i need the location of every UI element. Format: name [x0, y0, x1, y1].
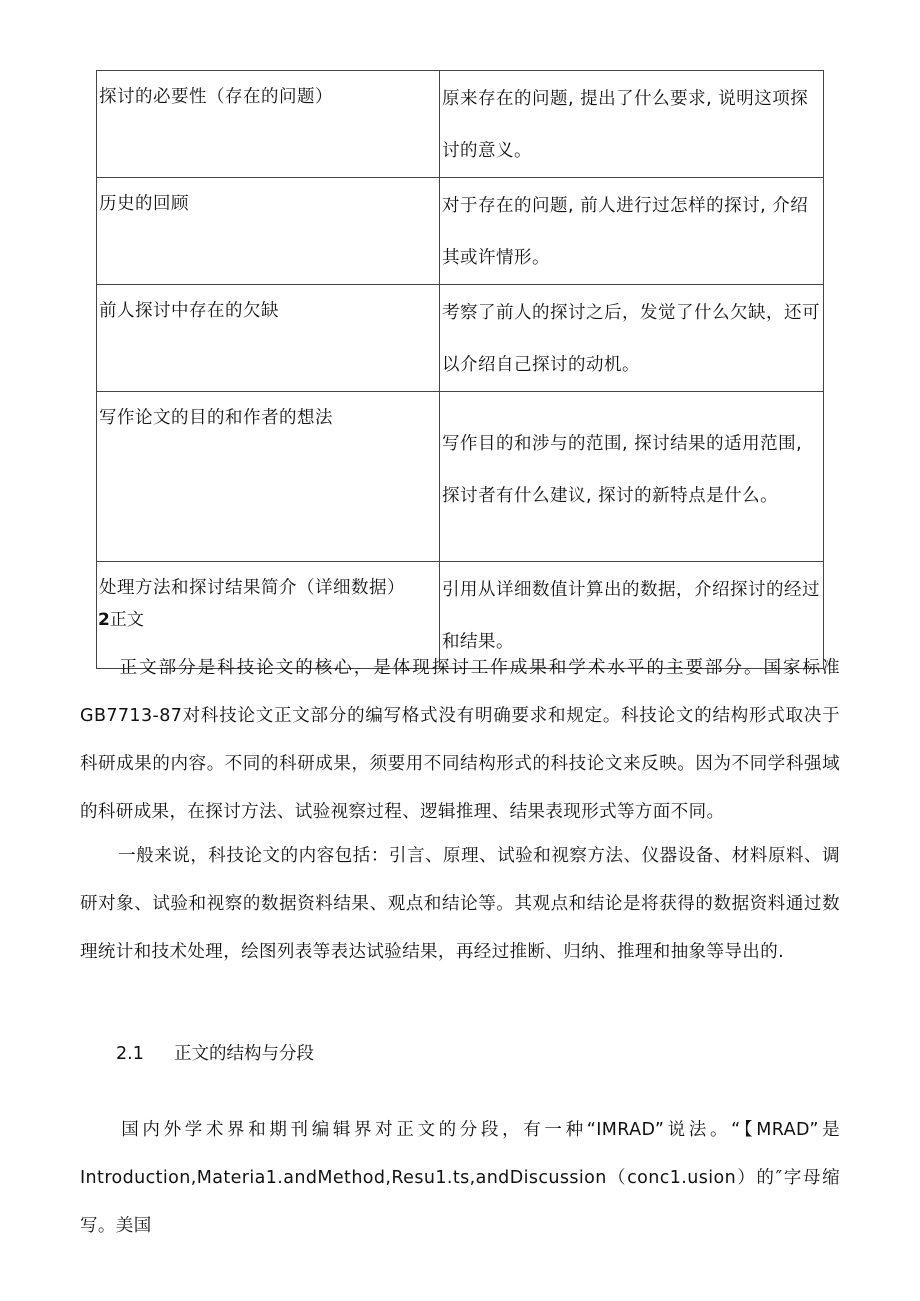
cell-text: 历史的回顾: [99, 194, 189, 214]
table-cell-topic: [97, 285, 440, 392]
paragraph-text: 国内外学术界和期刊编辑界对正文的分段，有一种“IMRAD”说法。“【MRAD”是Introduction,Materia1.andMethod,Resu1.ts,andDiscussion（conc1.usion）的″字母缩写。美国: [80, 1120, 840, 1236]
table-cell-description: [440, 392, 824, 562]
table-cell-description: [440, 178, 824, 285]
subsection-title-text: 正文的结构与分段: [174, 1044, 314, 1064]
body-paragraph: [80, 1106, 840, 1250]
section-heading: [98, 606, 144, 634]
cell-text: 处理方法和探讨结果简介（详细数据）: [99, 578, 405, 598]
introduction-content-table: [96, 70, 824, 669]
cell-text: 对于存在的问题, 前人进行过怎样的探讨, 介绍其或许情形。: [442, 196, 809, 268]
table-row: [97, 285, 824, 392]
table-row: [97, 71, 824, 178]
table-cell-description: [440, 71, 824, 178]
paragraph-text: 一般来说，科技论文的内容包括：引言、原理、试验和视察方法、仪器设备、材料原料、调研对象、试验和视察的数据资料结果、观点和结论等。其观点和结论是将获得的数据资料通过数理统计和技术处理，绘图列表等表达试验结果，再经过推断、归纳、推理和抽象等导出的.: [80, 846, 840, 962]
body-paragraph: [80, 644, 840, 836]
cell-text: 写作目的和涉与的范围, 探讨结果的适用范围, 探讨者有什么建议, 探讨的新特点是什么。: [442, 434, 803, 506]
table-row: [97, 178, 824, 285]
cell-text: 引用从详细数值计算出的数据，介绍探讨的经过和结果。: [442, 580, 820, 652]
table-cell-topic: [97, 178, 440, 285]
section-title-text: 正文: [109, 610, 144, 630]
table-cell-description: [440, 285, 824, 392]
section-number: 2: [98, 610, 110, 630]
body-paragraph: [80, 832, 840, 976]
paragraph-text: 正文部分是科技论文的核心，是体现探讨工作成果和学术水平的主要部分。国家标准GB7713-87对科技论文正文部分的编写格式没有明确要求和规定。科技论文的结构形式取决于科研成果的内容。不同的科研成果，须要用不同结构形式的科技论文来反映。因为不同学科强域的科研成果，在探讨方法、试验视察过程、逻辑推理、结果表现形式等方面不同。: [80, 658, 840, 822]
subsection-heading: [116, 1040, 314, 1068]
cell-text: 前人探讨中存在的欠缺: [99, 301, 279, 321]
cell-text: 探讨的必要性（存在的问题）: [99, 87, 333, 107]
cell-text: 考察了前人的探讨之后，发觉了什么欠缺，还可以介绍自己探讨的动机。: [442, 303, 820, 375]
cell-text: 原来存在的问题, 提出了什么要求, 说明这项探讨的意义。: [442, 89, 809, 161]
cell-text: 写作论文的目的和作者的想法: [99, 408, 333, 428]
table-row: [97, 392, 824, 562]
table-cell-topic: [97, 392, 440, 562]
subsection-number: 2.1: [116, 1044, 144, 1064]
table-cell-topic: [97, 71, 440, 178]
